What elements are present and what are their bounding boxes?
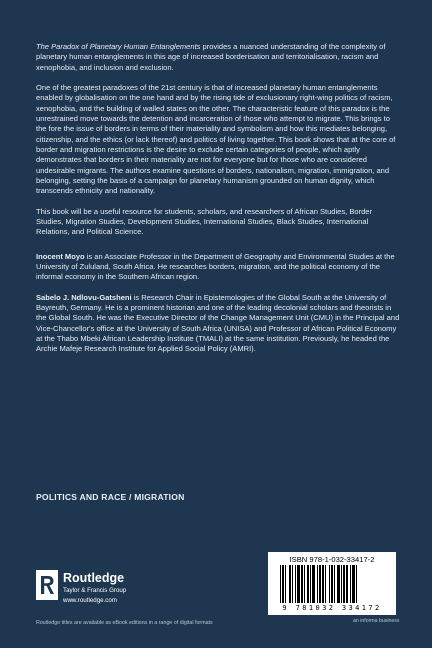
publisher-website: www.routledge.com bbox=[63, 597, 117, 604]
publisher-name: Routledge bbox=[63, 571, 125, 585]
publisher-logo bbox=[36, 568, 176, 612]
informa-text: an informa business bbox=[353, 618, 400, 624]
author-bio-1 bbox=[36, 252, 400, 283]
isbn-label: ISBN 978-1-032-33417-2 bbox=[289, 555, 375, 564]
book-title: The Paradox of Planetary Human Entanglements bbox=[36, 42, 201, 51]
author-name: Sabelo J. Ndlovu-Gatsheni bbox=[36, 292, 132, 302]
routledge-logo-icon bbox=[36, 570, 58, 600]
blurb-paragraph-2: One of the greatest paradoxes of the 21st century is that of increased planetary human entanglements enabled by globalisation on the one hand and by the rising tide of exclusionary right-wing politics of racism, xenophobia, and the building of walled states on the other. The characteristic feature of this paradox is the unrestrained move towards the detention and incarceration of those who attempt to migrate. This brings to the fore the issue of borders in terms of their materiality and symbolism and how this mediates belonging, citizenship, and the ethics (or lack thereof) and politics of living together. This book shows that at the core of border and migration restrictions is the desire to exclude certain categories of people, which aptly demonstrates that borders in their materiality are not for everyone but for those who are considered undesirable migrants. The authors examine questions of borders, nationalism, migration, immigration, and belonging, setting the basis of a campaign for planetary humanism grounded on human dignity, which transcends ethnicity and nationality. bbox=[36, 83, 396, 196]
blurb bbox=[36, 42, 400, 365]
blurb-paragraph-1 bbox=[36, 42, 400, 73]
blurb-paragraph-3: This book will be a useful resource for students, scholars, and researchers of African Studies, Border Studies, Migration Studies, Development Studies, International Studies, Black Studies, International Relations, and Political Science. bbox=[36, 206, 373, 237]
author-bio-text: is Research Chair in Epistemologies of the Global South at the University of Bayreuth, Germany. He is a prominent historian and one of the leading decolonial scholars and theorists in the Global South. He was the Executive Director of the Change Management Unit (CMU) in the Principal and Vice-Chancellor's office at the University of South Africa (UNISA) and Professor of African Political Economy at the Thabo Mbeki African Leadership Institute (TMALI) at the same institution. Previously, he headed the Archie Mafeje Research Institute for Applied Social Policy (AMRI). bbox=[36, 292, 400, 354]
blurb-text: provides a nuanced understanding of the complexity of planetary human entanglements in this age of increased borderisation and territorialisation, racism and xenophobia, and inclusion and exclusion. bbox=[36, 42, 386, 72]
barcode-digits: 9 781032 334172 bbox=[282, 604, 382, 612]
subject-category: POLITICS AND RACE / MIGRATION bbox=[36, 492, 185, 502]
author-bio-2 bbox=[36, 293, 400, 355]
barcode-icon bbox=[278, 565, 386, 603]
publisher-group: Taylor & Francis Group bbox=[63, 587, 127, 594]
author-name: Inocent Moyo bbox=[36, 251, 85, 261]
author-bio-text: is an Associate Professor in the Department of Geography and Environmental Studies at the University of Zululand, South Africa. He researches borders, migration, and the political economy of the informal economy in the Southern African region. bbox=[36, 251, 395, 282]
ebook-footer: Routledge titles are available as eBook editions in a range of digital formats bbox=[36, 620, 213, 626]
isbn-barcode bbox=[268, 552, 396, 615]
